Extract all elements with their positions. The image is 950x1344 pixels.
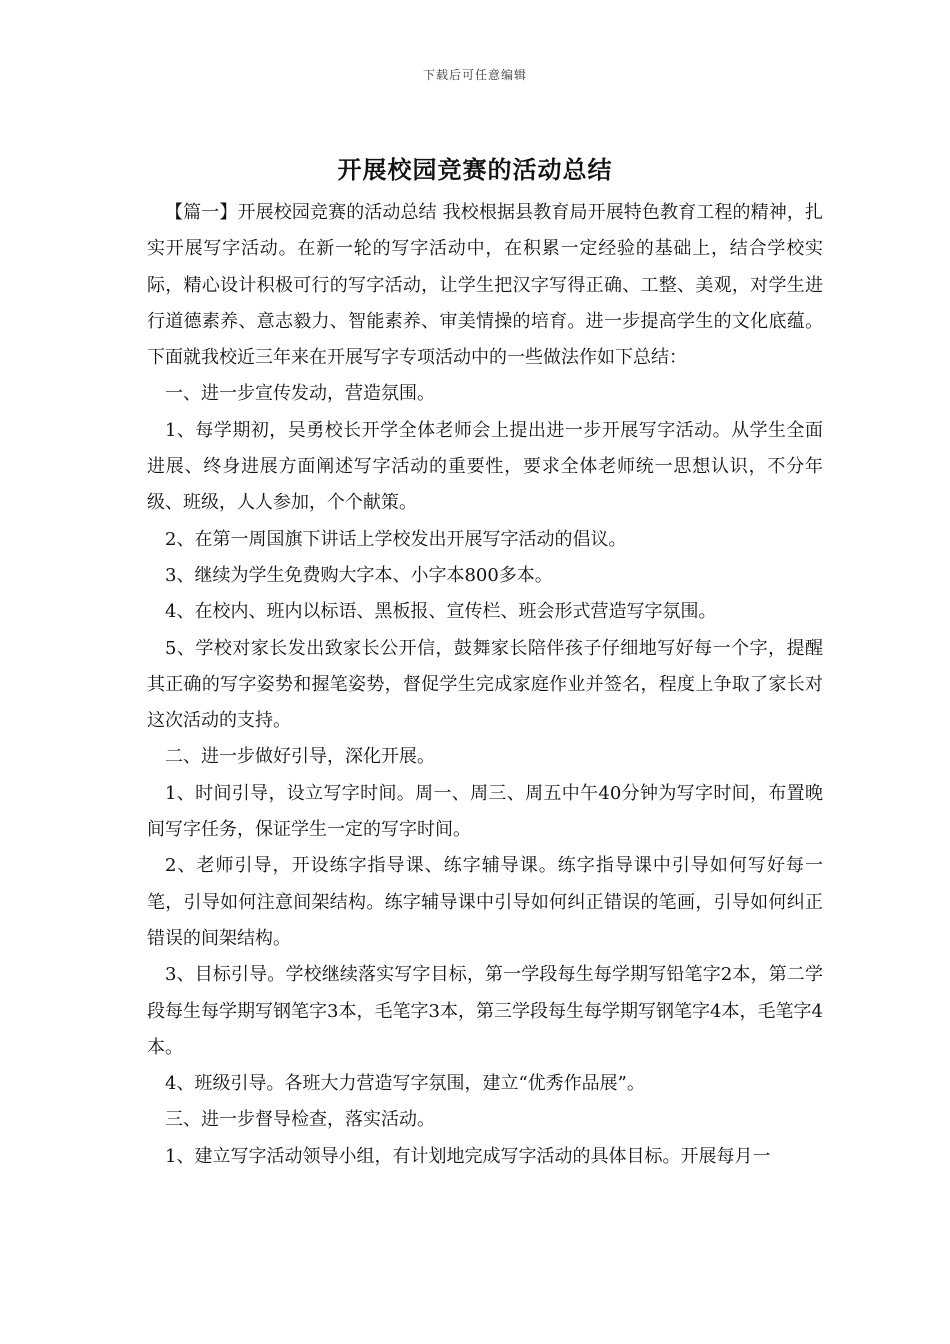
header-note: 下载后可任意编辑: [422, 68, 527, 82]
paragraph: 2、老师引导，开设练字指导课、练字辅导课。练字指导课中引导如何写好每一笔，引导如何注意间架结构。练字辅导课中引导如何纠正错误的笔画，引导如何纠正错误的间架结构。: [147, 855, 823, 949]
paragraph: 1、每学期初，吴勇校长开学全体老师会上提出进一步开展写字活动。从学生全面进展、终身进展方面阐述写字活动的重要性，要求全体老师统一思想认识，不分年级、班级，人人参加，个个献策。: [147, 419, 823, 514]
paragraph: 1、建立写字活动领导小组，有计划地完成写字活动的具体目标。开展每月一: [165, 1145, 771, 1167]
paragraph: 4、班级引导。各班大力营造写字氛围，建立“优秀作品展”。: [165, 1073, 645, 1095]
paragraph: 3、继续为学生免费购大字本、小字本800多本。: [165, 564, 553, 586]
section-heading-3: 三、进一步督导检查，落实活动。: [165, 1109, 435, 1131]
document-body: [147, 195, 823, 1175]
paragraph: 5、学校对家长发出致家长公开信，鼓舞家长陪伴孩子仔细地写好每一个字，提醒其正确的写字姿势和握笔姿势，督促学生完成家庭作业并签名，程度上争取了家长对这次活动的支持。: [147, 637, 823, 732]
section-heading-1: 一、进一步宣传发动，营造氛围。: [165, 383, 435, 405]
section-heading-2: 二、进一步做好引导，深化开展。: [165, 746, 435, 768]
paragraph: 4、在校内、班内以标语、黑板报、宣传栏、班会形式营造写字氛围。: [165, 601, 717, 623]
document-title: 开展校园竞赛的活动总结: [337, 155, 613, 184]
paragraph: 1、时间引导，设立写字时间。周一、周三、周五中午40分钟为写字时间，布置晚间写字任务，保证学生一定的写字时间。: [147, 782, 823, 841]
paragraph: 3、目标引导。学校继续落实写字目标，第一学段每生每学期写铅笔字2本，第二学段每生每学期写钢笔字3本，毛笔字3本，第三学段每生每学期写钢笔字4本，毛笔字4本。: [147, 964, 823, 1058]
paragraph-intro: 【篇一】开展校园竞赛的活动总结 我校根据县教育局开展特色教育工程的精神，扎实开展写字活动。在新一轮的写字活动中，在积累一定经验的基础上，结合学校实际，精心设计积极可行的写字活动，让学生把汉字写得正确、工整、美观，对学生进行道德素养、意志毅力、智能素养、审美情操的培育。进一步提高学生的文化底蕴。下面就我校近三年来在开展写字专项活动中的一些做法作如下总结：: [147, 202, 823, 369]
paragraph: 2、在第一周国旗下讲话上学校发出开展写字活动的倡议。: [165, 528, 627, 550]
